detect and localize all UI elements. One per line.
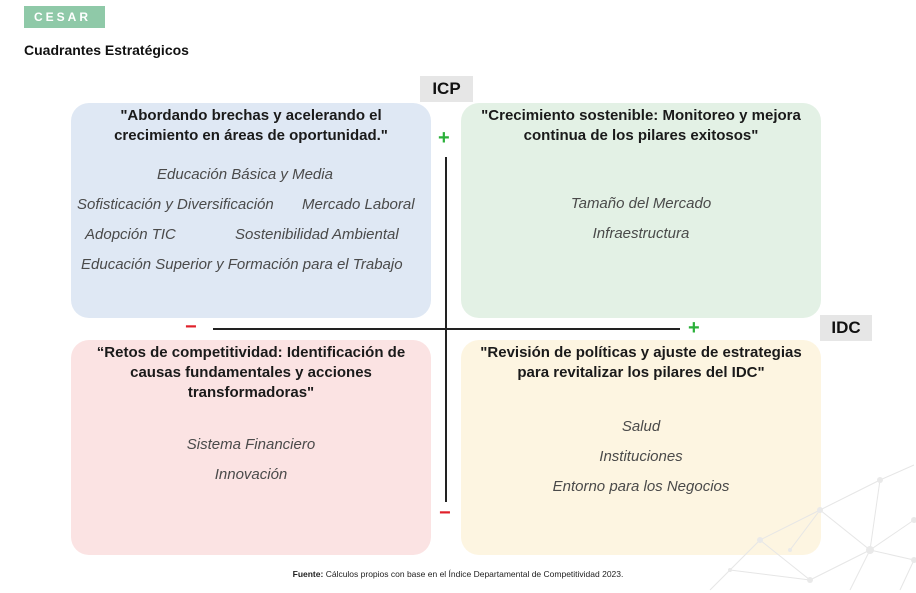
quadrant-item: Tamaño del Mercado <box>570 195 712 212</box>
y-positive-sign: + <box>438 127 450 149</box>
y-negative-sign: − <box>439 502 451 524</box>
source-text: Cálculos propios con base en el Índice Departamental de Competitividad 2023. <box>323 569 624 579</box>
quadrant-item: Adopción TIC <box>85 226 176 243</box>
quadrant-item: Sistema Financiero <box>186 436 316 453</box>
source-label: Fuente: <box>292 569 324 579</box>
x-axis-label: IDC <box>820 315 872 341</box>
quadrant-item: Educación Superior y Formación para el Trabajo <box>81 256 403 273</box>
quadrant-item: Salud <box>621 418 661 435</box>
quadrant-title: "Revisión de políticas y ajuste de estrategias para revitalizar los pilares del IDC" <box>480 344 802 381</box>
cesar-logo: CESAR <box>24 6 105 28</box>
quadrant-title: "Abordando brechas y acelerando el crecimiento en áreas de oportunidad." <box>114 107 388 144</box>
quadrant-top-left <box>71 103 431 318</box>
quadrant-item: Entorno para los Negocios <box>552 478 730 495</box>
quadrant-title: "Crecimiento sostenible: Monitoreo y mejora continua de los pilares exitosos" <box>481 107 801 144</box>
quadrant-title: “Retos de competitividad: Identificación de causas fundamentales y acciones transformadoras" <box>96 344 406 401</box>
quadrant-item: Infraestructura <box>592 225 690 242</box>
quadrant-item: Educación Básica y Media <box>157 166 333 183</box>
quadrant-item: Sostenibilidad Ambiental <box>235 226 399 243</box>
quadrant-top-right <box>461 103 821 318</box>
quadrant-bottom-left <box>71 340 431 555</box>
page-title: Cuadrantes Estratégicos <box>24 42 189 58</box>
y-axis-label: ICP <box>420 76 473 102</box>
quadrant-item: Innovación <box>214 466 288 483</box>
quadrant-item: Instituciones <box>599 448 683 465</box>
quadrant-item: Mercado Laboral <box>302 196 415 213</box>
x-positive-sign: + <box>688 317 700 339</box>
x-negative-sign: − <box>185 316 197 338</box>
quadrant-item: Sofisticación y Diversificación <box>77 196 274 213</box>
source-note <box>0 569 916 579</box>
x-axis-line <box>213 328 680 330</box>
